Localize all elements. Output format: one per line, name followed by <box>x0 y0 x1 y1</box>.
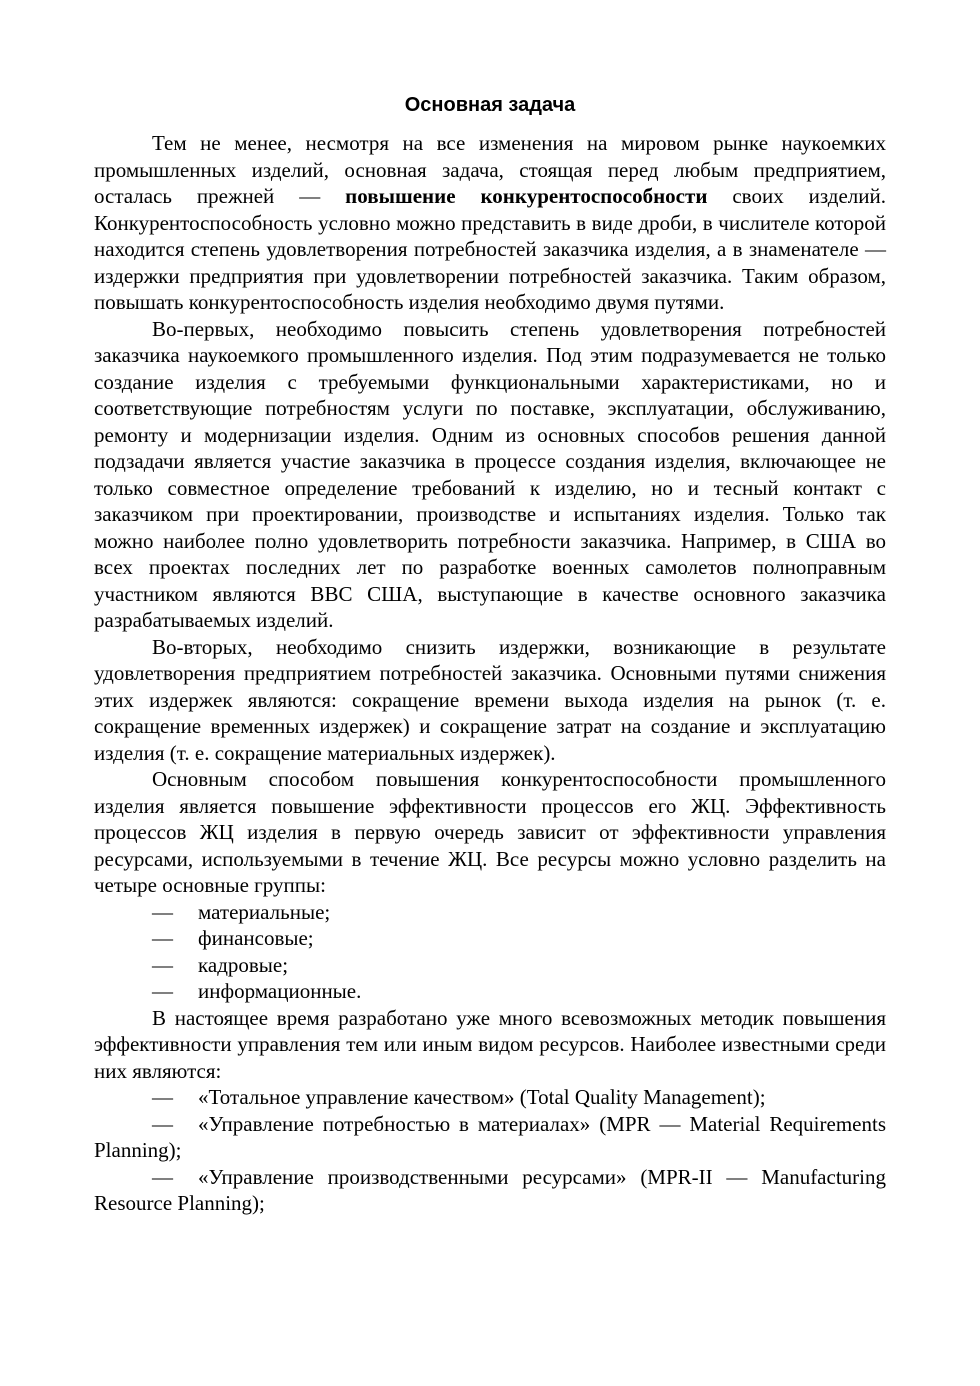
method-item-text: «Управление потребностью в материалах» (MPR — Material Requirements Planning); <box>94 1111 886 1162</box>
list-dash: — <box>152 926 173 950</box>
document-page <box>94 92 886 1217</box>
list-dash: — <box>152 1085 173 1109</box>
resource-list-item <box>94 952 886 979</box>
paragraph-4: Основным способом повышения конкурентоспособности промышленного изделия является повышение эффективности процессов его ЖЦ. Эффективность процессов ЖЦ изделия в первую очередь зависит от эффективности управления ресурсами, используемыми в течение ЖЦ. Все ресурсы можно условно разделить на четыре основные группы: <box>94 767 886 897</box>
resource-item-text: информационные. <box>198 979 362 1003</box>
resource-list-item <box>94 925 886 952</box>
paragraph-1-text-start: Тем не менее, несмотря на все изменения на мировом рынке наукоемких промышленных изделий, основная задача, стоящая перед любым предприятием, осталась прежней — <box>94 131 886 208</box>
resource-item-text: материальные; <box>198 899 331 924</box>
resource-list-item <box>94 978 886 1005</box>
resource-list-item <box>94 899 886 926</box>
method-list-item <box>94 1111 886 1164</box>
list-dash: — <box>152 1164 173 1189</box>
list-dash: — <box>152 979 173 1003</box>
page-title: Основная задача <box>404 94 576 116</box>
method-list-item <box>94 1164 886 1217</box>
paragraph-2: Во-первых, необходимо повысить степень удовлетворения потребностей заказчика наукоемкого промышленного изделия. Под этим подразумевается не только создание изделия с требуемыми функциональными характеристиками, но и соответствующие потребностям услуги по поставке, эксплуатации, обслуживанию, ремонту и модернизации изделия. Одним из основных способов решения данной подзадачи является участие заказчика в процессе создания изделия, включающее не только совместное определение требований к изделию, но и тесный контакт с заказчиком при проектировании, производстве и испытаниях изделия. Только так можно наиболее полно удовлетворить потребности заказчика. Например, в США во всех проектах последних лет по разработке военных самолетов полноправным участником являются ВВС США, выступающие в качестве основного заказчика разрабатываемых изделий. <box>94 316 886 632</box>
paragraph-1 <box>94 130 886 316</box>
resource-item-text: финансовые; <box>198 926 314 950</box>
paragraph-1-text-end: своих изделий. Конкурентоспособность условно можно представить в виде дроби, в числителе которой находится степень удовлетворения потребностей заказчика изделия, а в знаменателе — издержки предприятия при удовлетворении потребностей заказчика. Таким образом, повышать конкурентоспособность изделия необходимо двумя путями. <box>94 184 886 314</box>
method-list-item <box>94 1084 886 1111</box>
paragraph-1-bold-term: повышение конкурентоспособности <box>345 184 708 208</box>
method-item-text: «Управление производственными ресурсами» (MPR-II — Manufacturing Resource Planning); <box>94 1164 886 1215</box>
list-dash: — <box>152 952 173 977</box>
paragraph-5: В настоящее время разработано уже много всевозможных методик повышения эффективности управления тем или иным видом ресурсов. Наиболее известными среди них являются: <box>94 1005 886 1083</box>
list-dash: — <box>152 899 173 924</box>
resource-item-text: кадровые; <box>198 952 289 977</box>
method-item-text: «Тотальное управление качеством» (Total Quality Management); <box>198 1085 766 1109</box>
paragraph-3: Во-вторых, необходимо снизить издержки, возникающие в результате удовлетворения предприятием потребностей заказчика. Основными путями снижения этих издержек являются: сокращение времени выхода изделия на рынок (т. е. сокращение временных издержек) и сокращение затрат на создание и эксплуатацию изделия (т. е. сокращение материальных издержек). <box>94 634 886 765</box>
list-dash: — <box>152 1111 173 1136</box>
